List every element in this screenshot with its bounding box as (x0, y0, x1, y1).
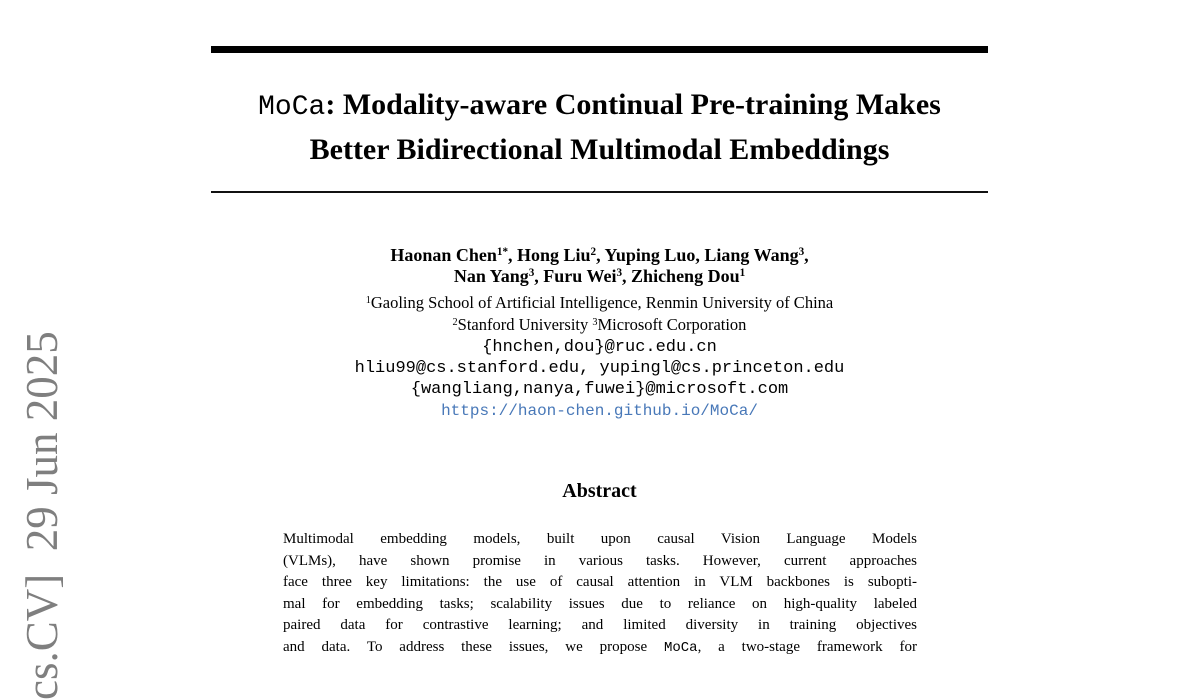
author-name: Liang Wang (704, 245, 799, 265)
title-line-2: Better Bidirectional Multimodal Embeddings (309, 133, 890, 166)
title-rule-top (211, 46, 988, 53)
affil-text: Microsoft Corporation (597, 315, 747, 334)
author-affil-mark: 3 (616, 267, 623, 280)
abstract-moca-word: MoCa (663, 639, 698, 656)
title-rule-bottom (211, 191, 988, 193)
author-affil-mark: 1 (739, 267, 746, 280)
author-affil-mark: 3 (528, 267, 535, 280)
abstract-line-last (283, 637, 917, 659)
author-separator: , (596, 245, 605, 265)
email-line-1: {hnchen,dou}@ruc.edu.cn (482, 338, 717, 357)
abstract-last-after: , a two-stage framework for (697, 638, 917, 655)
paper-title (211, 84, 988, 171)
author-name: Yuping Luo (604, 245, 696, 265)
author-line-1 (211, 245, 988, 266)
author-separator: , (804, 245, 809, 265)
abstract-line: Multimodal embedding models, built upon causal Vision Language Models (283, 531, 917, 547)
paper-url-link[interactable]: https://haon-chen.github.io/MoCa/ (441, 402, 758, 420)
author-name: Hong Liu (517, 245, 591, 265)
abstract-body (283, 529, 917, 658)
title-line-1 (211, 84, 988, 129)
author-separator: , (534, 266, 544, 286)
email-line-3: {wangliang,nanya,fuwei}@microsoft.com (410, 380, 789, 399)
author-affil-mark: 1* (496, 246, 509, 259)
title-moca-word: MoCa (258, 92, 326, 123)
affiliation-line-1 (211, 292, 988, 313)
affil-text: Stanford University (457, 315, 593, 334)
affil-mark: 1 (365, 294, 371, 306)
author-separator: , (622, 266, 632, 286)
author-line-2 (211, 266, 988, 287)
project-url-line (211, 401, 988, 422)
abstract-heading: Abstract (562, 480, 637, 502)
affil-mark: 2 (452, 316, 458, 328)
arxiv-watermark: cs.CV] 29 Jun 2025 (17, 331, 67, 700)
author-name: Nan Yang (453, 266, 529, 286)
email-line-2: hliu99@cs.stanford.edu, yupingl@cs.princeton.edu (354, 359, 845, 378)
affiliation-line-2 (211, 314, 988, 335)
abstract-last-before: and data. To address these issues, we propose (283, 638, 664, 655)
author-name: Zhicheng Dou (631, 266, 740, 286)
author-separator: , (695, 245, 705, 265)
author-affil-mark: 3 (798, 246, 805, 259)
abstract-line: mal for embedding tasks; scalability issues due to reliance on high-quality labeled (283, 595, 917, 612)
abstract-line: paired data for contrastive learning; and limited diversity in training objectives (283, 617, 917, 633)
affil-mark: 3 (592, 316, 598, 328)
affil-text: Gaoling School of Artificial Intelligence, Renmin University of China (370, 293, 834, 312)
author-separator: , (508, 245, 518, 265)
abstract-line: face three key limitations: the use of causal attention in VLM backbones is subopti- (283, 574, 917, 590)
author-name: Furu Wei (543, 266, 617, 286)
author-affil-mark: 2 (590, 246, 597, 259)
abstract-line: (VLMs), have shown promise in various tasks. However, current approaches (283, 552, 917, 569)
title-line1-rest: : Modality-aware Continual Pre-training Makes (325, 88, 941, 121)
author-name: Haonan Chen (390, 245, 497, 265)
